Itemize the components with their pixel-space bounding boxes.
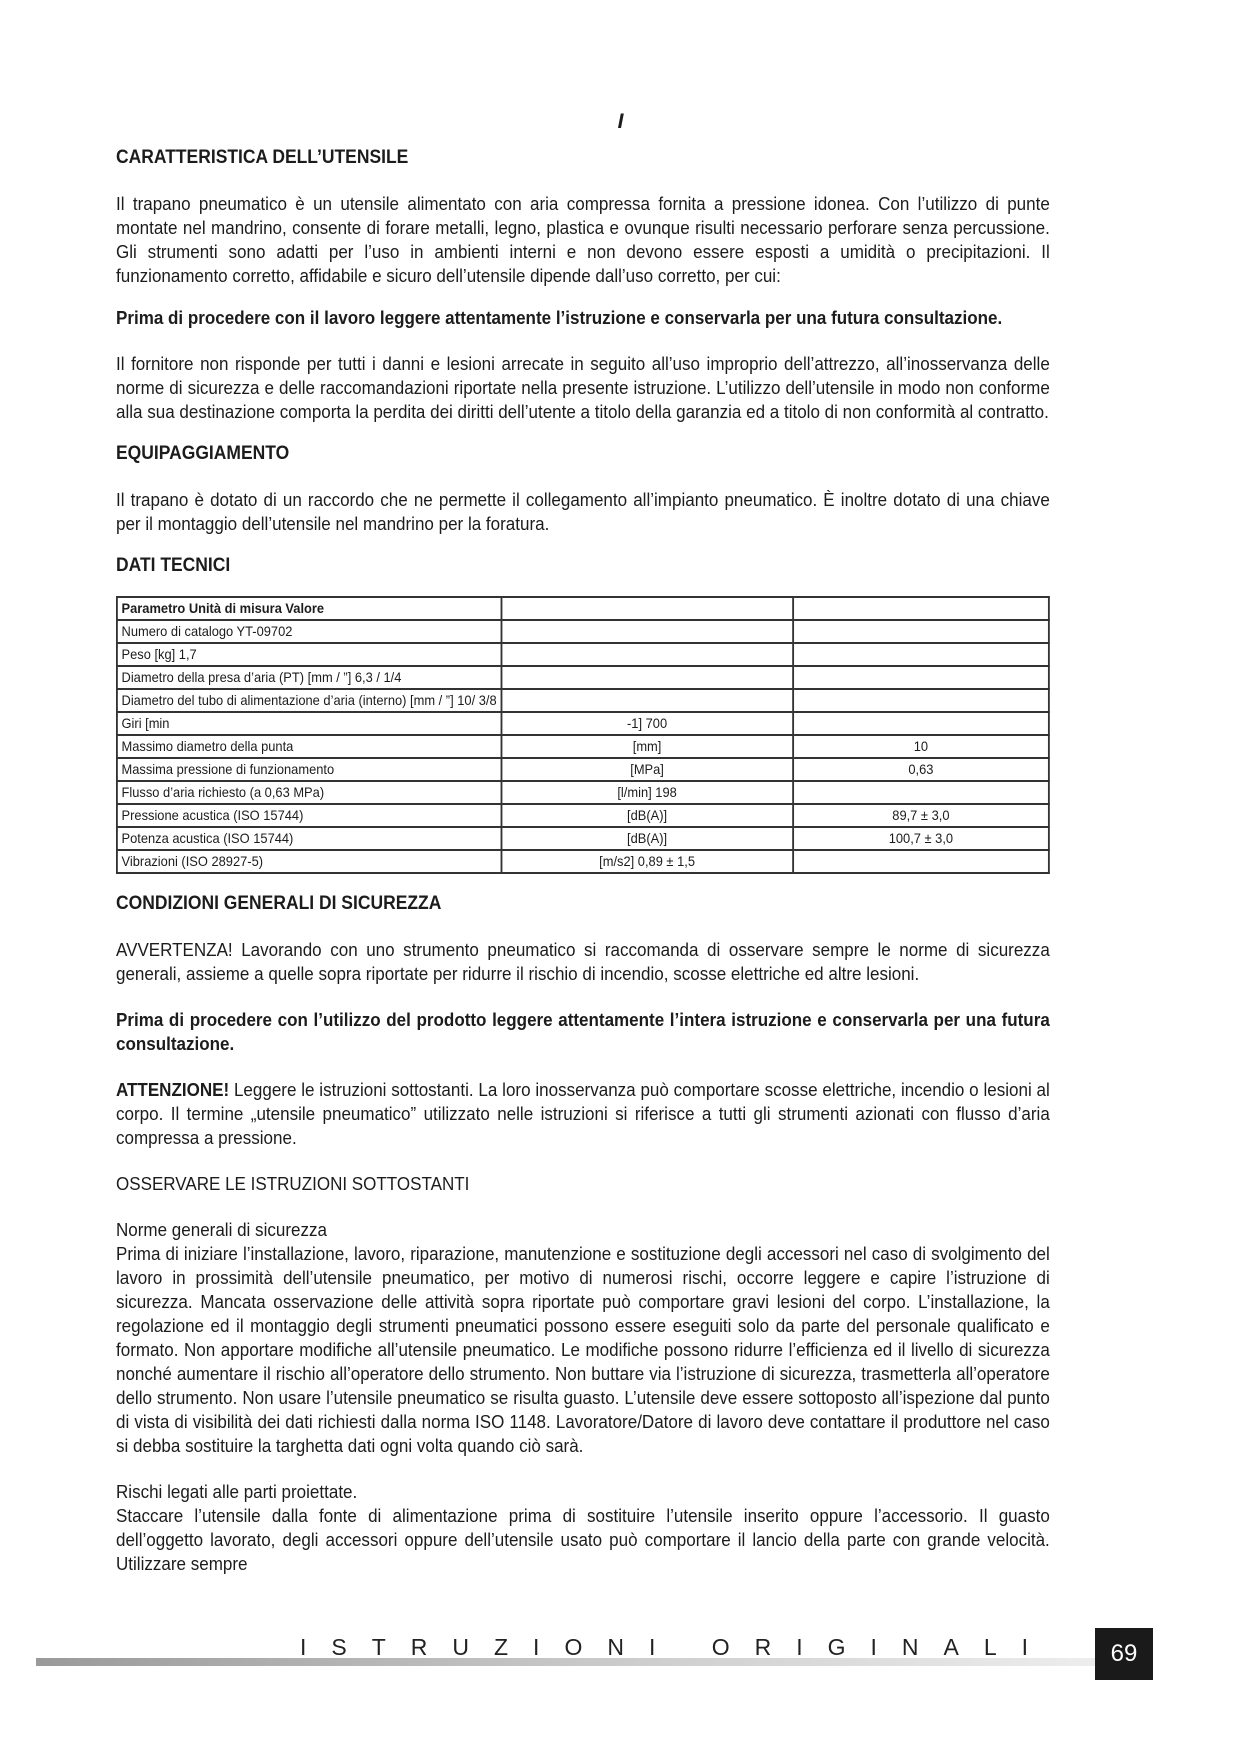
table-cell: [m/s2] 0,89 ± 1,5 xyxy=(501,850,793,873)
table-cell: 10 xyxy=(793,735,1049,758)
table-row xyxy=(117,620,1049,643)
table-cell: [dB(A)] xyxy=(501,827,793,850)
table-cell: Diametro della presa d’aria (PT) [mm / ”] 6,3 / 1/4 xyxy=(117,666,501,689)
general-safety-text: Prima di iniziare l’installazione, lavoro, riparazione, manutenzione e sostituzione degli accessori nel caso di svolgimento del lavoro in prossimità dell’utensile pneumatico, per motivo di numerosi rischi, occorre leggere e capire l’istruzione di sicurezza. Mancata osservazione delle attività sopra riportate può comportare gravi lesioni del corpo. L’installazione, la regolazione ed il montaggio degli strumenti pneumatici possono essere eseguiti solo da parte del personale qualificato e formato. Non apportare modifiche all’utensile pneumatico. Le modifiche possono ridurre l’efficienza ed il livello di sicurezza nonché aumentare il rischio all’operatore dello strumento. Non buttare via l’istruzione di sicurezza, trasmetterla all’operatore dello strumento. Non usare l’utensile pneumatico se risulta guasto. L’utensile deve essere sottoposto all’ispezione dal punto di vista di visibilità dei dati richiesti dalla norma ISO 1148. Lavoratore/Datore di lavoro deve contattare il produttore nel caso si debba sostituire la targhetta dati ogni volta quando ciò sarà. xyxy=(116,1243,1050,1456)
attention-paragraph xyxy=(116,1078,1050,1150)
table-cell xyxy=(793,712,1049,735)
section-title-technical-data: DATI TECNICI xyxy=(116,555,231,576)
table-cell xyxy=(793,689,1049,712)
table-cell: Diametro del tubo di alimentazione d’aria (interno) [mm / ”] 10/ 3/8 xyxy=(117,689,501,712)
table-row xyxy=(117,827,1049,850)
table-cell: Potenza acustica (ISO 15744) xyxy=(117,827,501,850)
table-row xyxy=(117,666,1049,689)
table-header-row xyxy=(117,597,1049,620)
table-cell xyxy=(501,597,793,620)
attention-text: Leggere le istruzioni sottostanti. La loro inosservanza può comportare scosse elettriche, incendio o lesioni al corpo. Il termine „utensile pneumatico” utilizzato nelle istruzioni si riferisce a tutti gli strumenti azionati con flusso d’aria compressa a pressione. xyxy=(116,1079,1050,1148)
table-cell: [MPa] xyxy=(501,758,793,781)
table-cell xyxy=(793,850,1049,873)
table-cell: 100,7 ± 3,0 xyxy=(793,827,1049,850)
table-row xyxy=(117,850,1049,873)
section-title-equipment: EQUIPAGGIAMENTO xyxy=(116,443,290,464)
table-cell: Vibrazioni (ISO 28927-5) xyxy=(117,850,501,873)
table-row xyxy=(117,643,1049,666)
table-row xyxy=(117,804,1049,827)
general-safety-title: Norme generali di sicurezza xyxy=(116,1219,327,1240)
features-paragraph: Il trapano pneumatico è un utensile alimentato con aria compressa fornita a pressione idonea. Con l’utilizzo di punte montate nel mandrino, consente di forare metalli, legno, plastica e ovunque risulti necessario perforare senza percussione. Gli strumenti sono adatti per l’uso in ambienti interni e non devono essere esposti a umidità o precipitazioni. Il funzionamento corretto, affidabile e sicuro dell’utensile dipende dall’uso corretto, per cui: xyxy=(116,193,1050,286)
observe-instructions: OSSERVARE LE ISTRUZIONI SOTTOSTANTI xyxy=(116,1173,470,1194)
table-cell: [l/min] 198 xyxy=(501,781,793,804)
table-cell: Numero di catalogo YT-09702 xyxy=(117,620,501,643)
table-cell xyxy=(501,666,793,689)
section-title-features: CARATTERISTICA DELL’UTENSILE xyxy=(116,147,409,168)
footer-label: ISTRUZIONI ORIGINALI xyxy=(300,1634,1054,1660)
table-row xyxy=(117,781,1049,804)
table-row xyxy=(117,758,1049,781)
table-cell: Massima pressione di funzionamento xyxy=(117,758,501,781)
page-number: 69 xyxy=(1095,1628,1153,1680)
table-cell xyxy=(501,643,793,666)
equipment-paragraph: Il trapano è dotato di un raccordo che ne permette il collegamento all’impianto pneumatico. È inoltre dotato di una chiave per il montaggio dell’utensile nel mandrino per la foratura. xyxy=(116,489,1050,534)
table-cell: Pressione acustica (ISO 15744) xyxy=(117,804,501,827)
safety-warning: AVVERTENZA! Lavorando con uno strumento pneumatico si raccomanda di osservare sempre le norme di sicurezza generali, assieme a quelle sopra riportate per ridurre il rischio di incendio, scosse elettriche ed altre lesioni. xyxy=(116,939,1050,984)
table-cell: Peso [kg] 1,7 xyxy=(117,643,501,666)
table-cell xyxy=(501,620,793,643)
table-cell: 0,63 xyxy=(793,758,1049,781)
table-cell xyxy=(793,666,1049,689)
language-mark: I xyxy=(617,110,624,133)
table-header-cell: Parametro Unità di misura Valore xyxy=(117,597,501,620)
table-cell: -1] 700 xyxy=(501,712,793,735)
features-read-note: Prima di procedere con il lavoro leggere attentamente l’istruzione e conservarla per una futura consultazione. xyxy=(116,307,1003,328)
table-row xyxy=(117,689,1049,712)
technical-data-table xyxy=(116,596,1050,874)
table-cell: 89,7 ± 3,0 xyxy=(793,804,1049,827)
table-cell xyxy=(793,643,1049,666)
safety-read-note: Prima di procedere con l’utilizzo del prodotto leggere attentamente l’intera istruzione e conservarla per una futura consultazione. xyxy=(116,1009,1050,1054)
table-row xyxy=(117,712,1049,735)
table-cell: Giri [min xyxy=(117,712,501,735)
liability-paragraph: Il fornitore non risponde per tutti i danni e lesioni arrecate in seguito all’uso improprio dell’attrezzo, all’inosservanza delle norme di sicurezza e delle raccomandazioni riportate nella presente istruzione. L’utilizzo dell’utensile in modo non conforme alla sua destinazione comporta la perdita dei diritti dell’utente a titolo della garanzia ed a titolo di non conformità al contratto. xyxy=(116,353,1050,422)
table-cell xyxy=(793,781,1049,804)
table-row xyxy=(117,735,1049,758)
section-title-safety: CONDIZIONI GENERALI DI SICUREZZA xyxy=(116,893,442,914)
projected-parts-title: Rischi legati alle parti proiettate. xyxy=(116,1481,358,1502)
table-cell xyxy=(793,620,1049,643)
table-cell xyxy=(793,597,1049,620)
table-cell xyxy=(501,689,793,712)
attention-label: ATTENZIONE! xyxy=(116,1079,230,1100)
table-cell: Flusso d’aria richiesto (a 0,63 MPa) xyxy=(117,781,501,804)
table-cell: [dB(A)] xyxy=(501,804,793,827)
page-content xyxy=(116,146,1050,1576)
projected-parts-text: Staccare l’utensile dalla fonte di alimentazione prima di sostituire l’utensile inserito oppure l’accessorio. Il guasto dell’oggetto lavorato, degli accessori oppure dell’utensile usato può comportare il lancio della parte con grande velocità. Utilizzare sempre xyxy=(116,1505,1050,1574)
table-cell: Massimo diametro della punta xyxy=(117,735,501,758)
table-cell: [mm] xyxy=(501,735,793,758)
